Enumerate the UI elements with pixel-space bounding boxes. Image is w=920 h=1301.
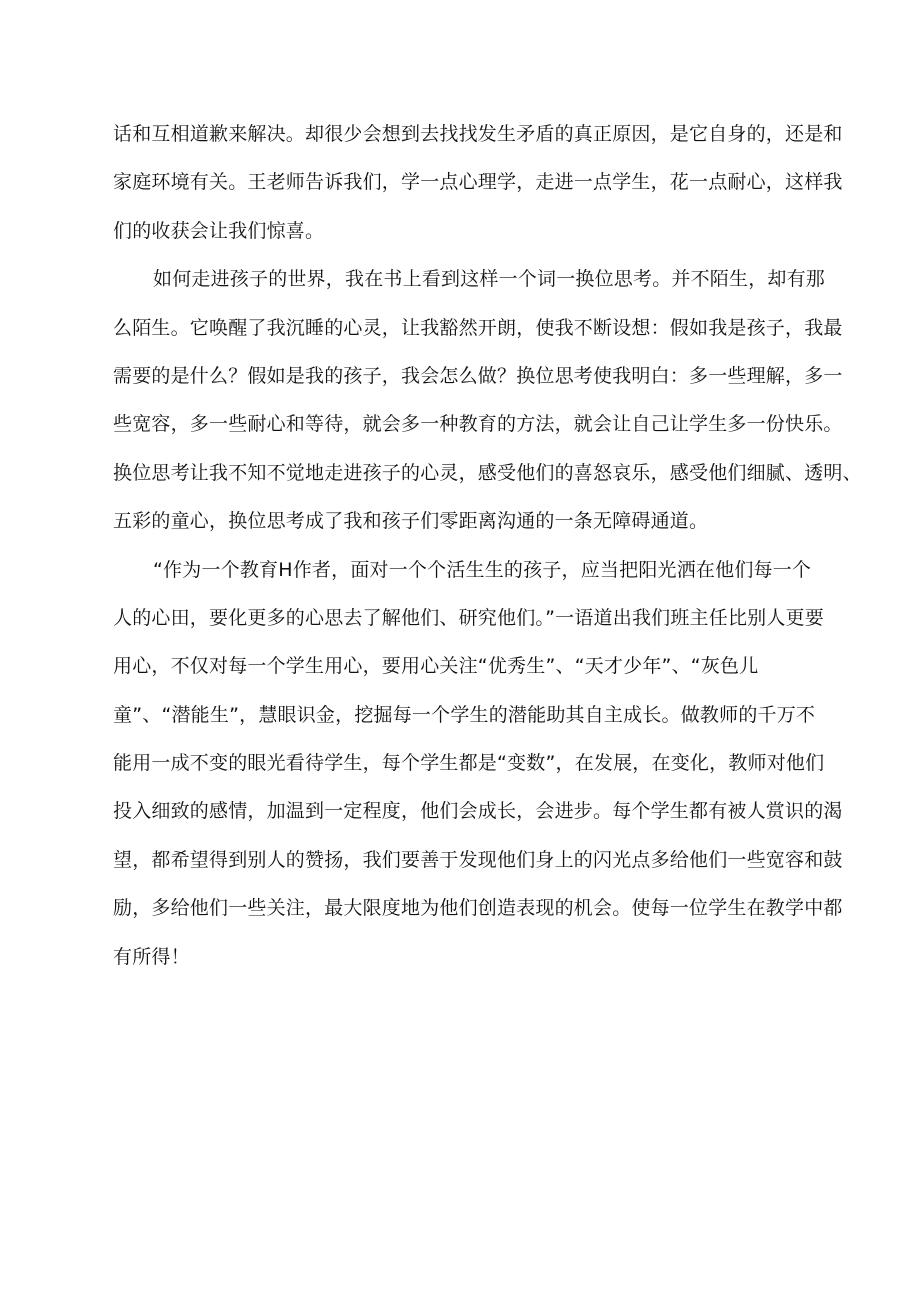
text-line: 家庭环境有关。王老师告诉我们，学一点心理学，走进一点学生，花一点耐心，这样我 xyxy=(113,171,843,194)
text-line: 需要的是什么？假如是我的孩子，我会怎么做？换位思考使我明白：多一些理解，多一 xyxy=(113,364,843,387)
text-line: 投入细致的感情，加温到一定程度，他们会成长，会进步。每个学生都有被人赏识的渴 xyxy=(113,800,843,823)
text-line: 换位思考让我不知不觉地走进孩子的心灵，感受他们的喜怒哀乐，感受他们细腻、透明、 xyxy=(113,461,862,484)
text-line: 话和互相道歉来解决。却很少会想到去找找发生矛盾的真正原因，是它自身的，还是和 xyxy=(113,123,843,145)
text-line: 如何走进孩子的世界，我在书上看到这样一个词一换位思考。并不陌生，却有那 xyxy=(153,268,826,291)
text-line: 励，多给他们一些关注，最大限度地为他们创造表现的机会。使每一位学生在教学中都 xyxy=(113,897,843,920)
text-line: 童”、“潜能生”，慧眼识金，挖掘每一个学生的潜能助其自主成长。做教师的千万不 xyxy=(113,703,816,726)
text-line: 五彩的童心，换位思考成了我和孩子们零距离沟通的一条无障碍通道。 xyxy=(113,510,709,533)
text-line: 人的心田，要化更多的心思去了解他们、研究他们。”一语道出我们班主任比别人更要 xyxy=(113,606,824,629)
text-line: 有所得！ xyxy=(113,945,190,968)
text-line: “作为一个教育H作者，面对一个个活生生的孩子，应当把阳光洒在他们每一个 xyxy=(153,558,812,581)
text-line: 们的收获会让我们惊喜。 xyxy=(113,219,325,242)
text-line: 望，都希望得到别人的赞扬，我们要善于发现他们身上的闪光点多给他们一些宽容和鼓 xyxy=(113,848,843,871)
text-line: 能用一成不变的眼光看待学生，每个学生都是“变数”，在发展，在变化，教师对他们 xyxy=(113,752,825,775)
text-line: 些宽容，多一些耐心和等待，就会多一种教育的方法，就会让自己让学生多一份快乐。 xyxy=(113,413,843,436)
paragraph-2 xyxy=(113,255,862,545)
paragraph-1 xyxy=(113,110,843,255)
document-body xyxy=(113,110,862,981)
text-line: 么陌生。它唤醒了我沉睡的心灵，让我豁然开朗，使我不断设想：假如我是孩子，我最 xyxy=(113,316,843,339)
paragraph-3 xyxy=(113,546,843,982)
text-line: 用心，不仅对每一个学生用心，要用心关注“优秀生”、“天才少年”、“灰色儿 xyxy=(113,655,759,678)
